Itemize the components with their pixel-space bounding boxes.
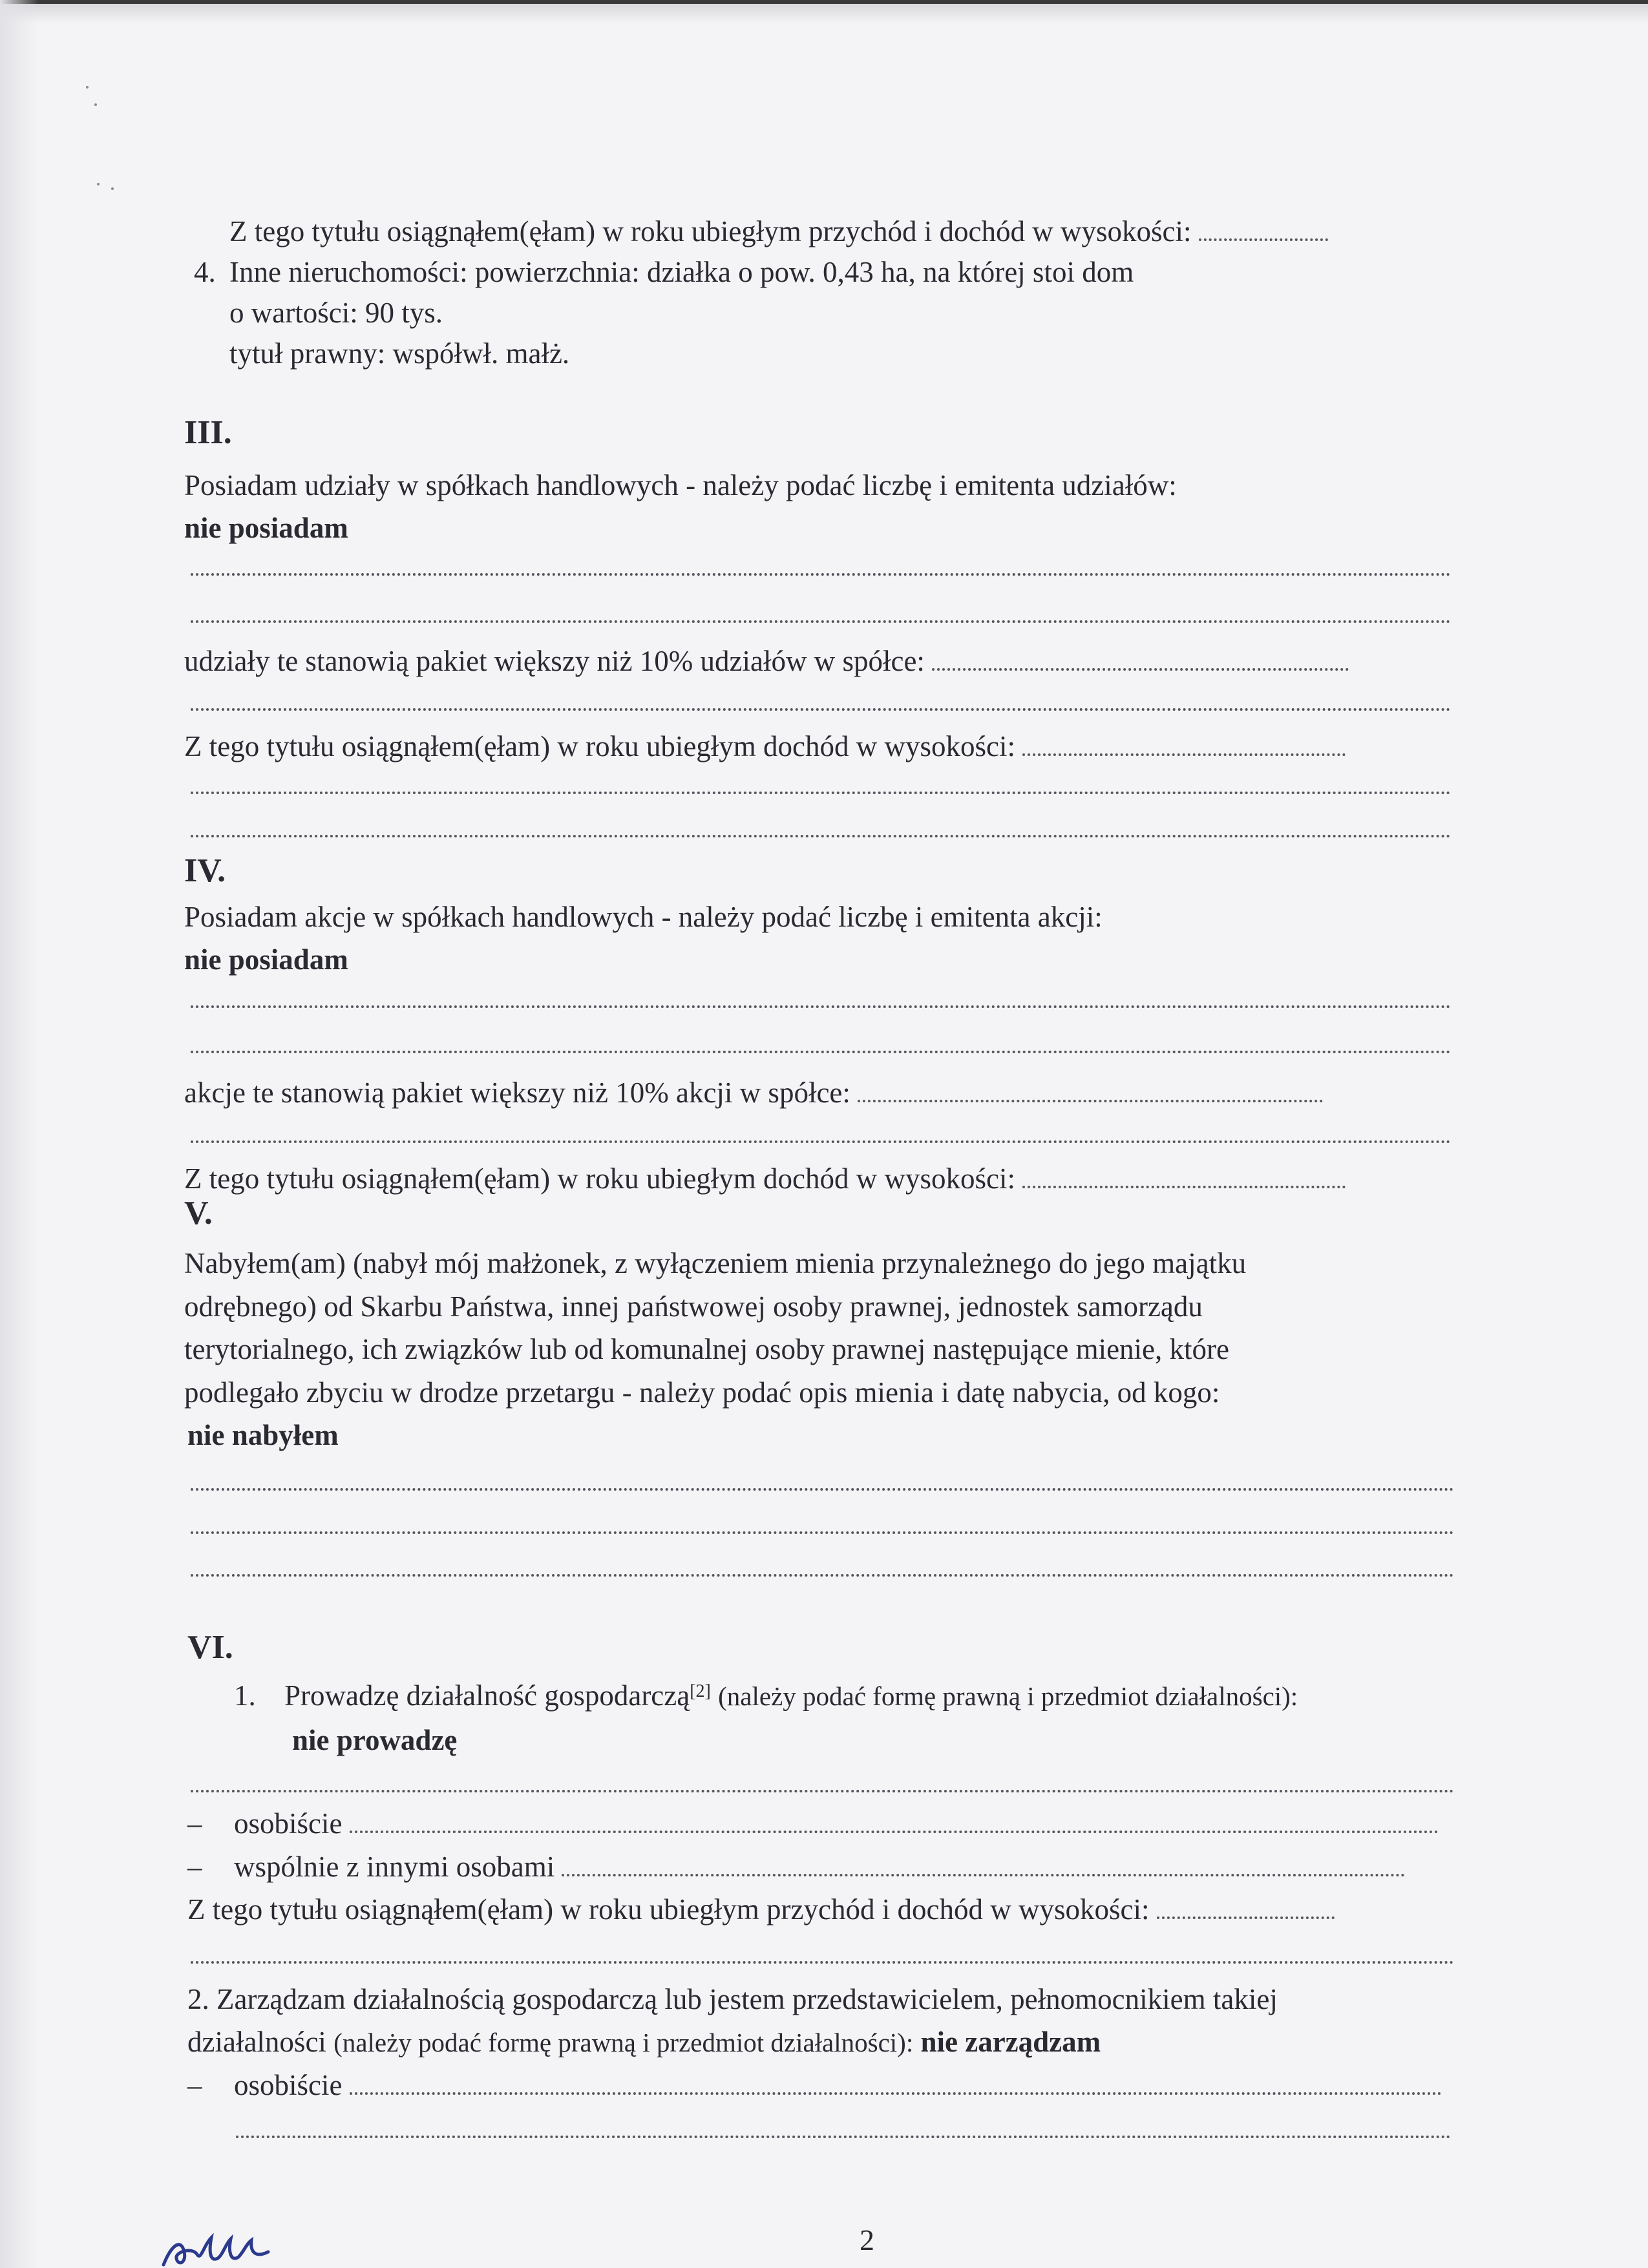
section4-over10-text: akcje te stanowią pakiet większy niż 10% akcji w spółce: — [184, 1076, 850, 1109]
section6-item1-line — [284, 1676, 1298, 1716]
section6-item2-answer: nie zarządzam — [920, 2026, 1101, 2058]
footnote-marker: [2] — [690, 1681, 711, 1701]
section5-answer: nie nabyłem — [187, 1419, 339, 1451]
fill-dots — [858, 1100, 1323, 1102]
item2-personally-line — [234, 2066, 1442, 2105]
section6-income-text: Z tego tytułu osiągnąłem(ęłam) w roku ubiegłym przychód i dochód w wysokości: — [187, 1893, 1150, 1926]
section3-income-line — [184, 727, 1346, 766]
section4-over10-line — [184, 1073, 1323, 1112]
item4-number: 4. — [194, 256, 216, 288]
personally-line — [234, 1804, 1439, 1843]
fill-dots — [1199, 238, 1328, 241]
scan-speck — [111, 187, 114, 190]
section5-line1: Nabyłem(am) (nabył mój małżonek, z wyłączeniem mienia przynależnego do jego majątku — [184, 1247, 1247, 1279]
jointly-text: wspólnie z innymi osobami — [234, 1851, 555, 1883]
fill-line — [191, 1005, 1451, 1008]
section6-item2-line1: 2. Zarządzam działalnością gospodarczą lub jestem przedstawicielem, pełnomocnikiem takiej — [187, 1983, 1278, 2015]
personally-text: osobiście — [234, 1807, 343, 1840]
section5-line2: odrębnego) od Skarbu Państwa, innej państwowej osoby prawnej, jednostek samorządu — [184, 1290, 1203, 1323]
section4-income-text: Z tego tytułu osiągnąłem(ęłam) w roku ubiegłym dochód w wysokości: — [184, 1162, 1016, 1195]
section6-item2-note: (należy podać formę prawną i przedmiot działalności): — [333, 2028, 914, 2057]
fill-line — [191, 1531, 1454, 1534]
section6-income-line — [187, 1890, 1335, 1929]
section3-over10-text: udziały te stanowią pakiet większy niż 10% udziałów w spółce: — [184, 645, 925, 677]
fill-line — [191, 1574, 1454, 1577]
signature — [158, 2232, 288, 2268]
fill-line — [191, 708, 1451, 711]
section6-item1-number: 1. — [234, 1679, 256, 1712]
item4-line3: tytuł prawny: współwł. małż. — [229, 337, 570, 370]
fill-line — [191, 792, 1451, 794]
jointly-line — [234, 1847, 1405, 1886]
section3-income-text: Z tego tytułu osiągnąłem(ęłam) w roku ubiegłym dochód w wysokości: — [184, 730, 1016, 762]
section3-over10-line — [184, 642, 1349, 680]
fill-dots — [1157, 1916, 1335, 1919]
scan-speck — [94, 103, 97, 106]
fill-dots — [562, 1874, 1405, 1876]
fill-line — [191, 620, 1451, 623]
section6-item2-line2-text: działalności — [187, 2026, 326, 2058]
section5-line4: podlegało zbyciu w drodze przetargu - należy podać opis mienia i datę nabycia, od kogo: — [184, 1376, 1220, 1409]
fill-dots — [350, 2092, 1442, 2095]
fill-dots — [350, 1831, 1439, 1833]
fill-line — [191, 1790, 1454, 1792]
section4-answer: nie posiadam — [184, 943, 348, 976]
section4-heading: IV. — [184, 852, 226, 889]
section3-answer: nie posiadam — [184, 512, 348, 544]
section5-heading: V. — [184, 1195, 213, 1232]
section3-heading: III. — [184, 414, 232, 451]
fill-line — [191, 573, 1451, 576]
fill-line — [191, 1488, 1454, 1491]
section6-item1-text: Prowadzę działalność gospodarczą — [284, 1679, 690, 1712]
fill-dots — [932, 668, 1349, 671]
fill-dots — [1022, 1186, 1346, 1188]
scan-speck — [86, 86, 89, 89]
fill-line — [236, 2136, 1451, 2138]
fill-dots — [1022, 753, 1346, 756]
section6-item1-note: (należy podać formę prawną i przedmiot działalności): — [718, 1681, 1298, 1711]
item2-personally-text: osobiście — [234, 2069, 343, 2101]
section6-item1-answer: nie prowadzę — [292, 1724, 458, 1756]
fill-line — [191, 1051, 1451, 1053]
section6-heading: VI. — [187, 1629, 233, 1666]
jointly-dash: – — [187, 1851, 202, 1883]
previous-income-line — [229, 212, 1328, 251]
scan-speck — [97, 183, 100, 185]
page-number: 2 — [860, 2223, 874, 2256]
item4-line2: o wartości: 90 tys. — [229, 297, 443, 329]
item4-line1: Inne nieruchomości: powierzchnia: działka o pow. 0,43 ha, na której stoi dom — [229, 256, 1134, 288]
section3-question: Posiadam udziały w spółkach handlowych - należy podać liczbę i emitenta udziałów: — [184, 469, 1177, 501]
fill-line — [191, 835, 1451, 837]
personally-dash: – — [187, 1807, 202, 1840]
section4-income-line — [184, 1159, 1346, 1198]
section4-question: Posiadam akcje w spółkach handlowych - należy podać liczbę i emitenta akcji: — [184, 901, 1103, 933]
page-top-shadow — [0, 4, 1648, 23]
section6-item2-line2 — [187, 2022, 1101, 2062]
fill-line — [191, 1961, 1454, 1964]
previous-income-text: Z tego tytułu osiągnąłem(ęłam) w roku ubiegłym przychód i dochód w wysokości: — [229, 215, 1192, 247]
page-left-shadow — [0, 0, 39, 2268]
section5-line3: terytorialnego, ich związków lub od komunalnej osoby prawnej następujące mienie, które — [184, 1333, 1229, 1365]
item2-personally-dash: – — [187, 2069, 202, 2101]
fill-line — [191, 1140, 1451, 1143]
